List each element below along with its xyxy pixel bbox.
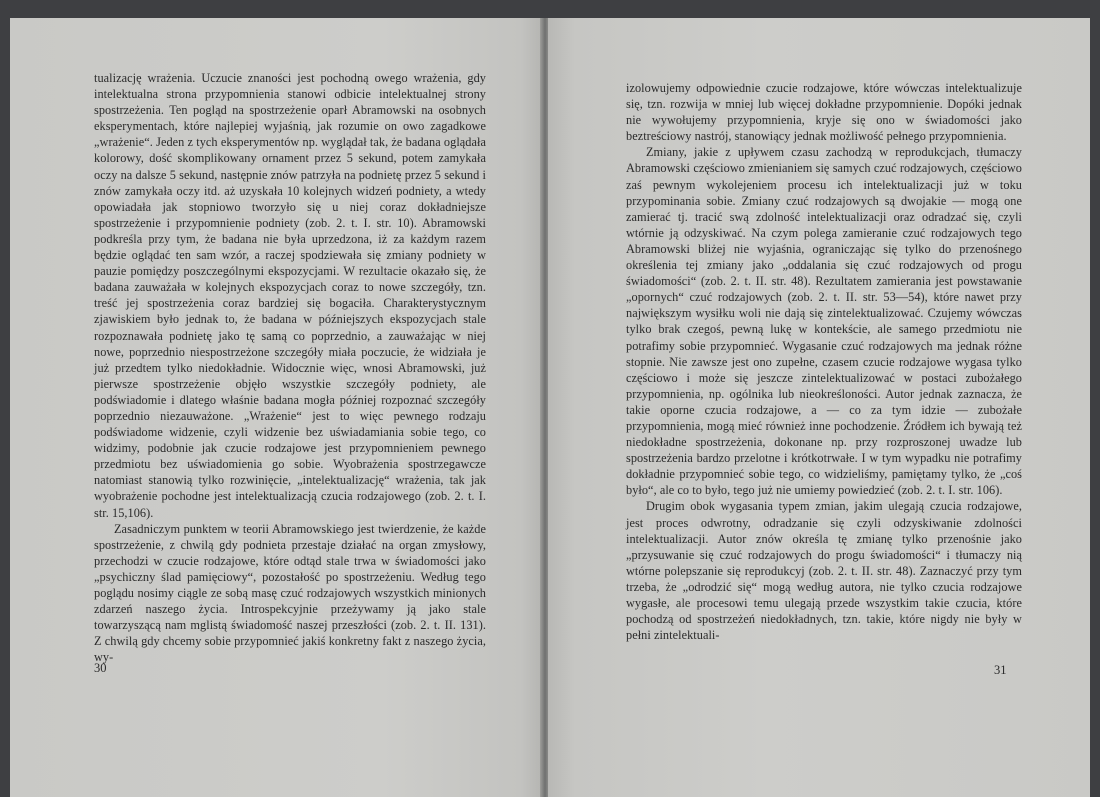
left-page [10, 18, 542, 797]
paragraph: Zmiany, jakie z upływem czasu zachodzą w reprodukcjach, tłumaczy Abramowski częściowo zmienianiem się samych czuć rodzajowych, częściowo zaś pewnym wykolejeniem procesu ich intelektualizacji już w toku przypominania sobie. Zmiany czuć rodzajowych są dwojakie — mogą one zamierać tj. tracić swą zdolność intelektualizacji oraz odradzać się, czyli wtórnie ją odzyskiwać. Na czym polega zamieranie czuć rodzajowych tego Abramowski bliżej nie wyjaśnia, ograniczając się tylko do przenośnego określenia tej zmiany jako „oddalania się czuć rodzajowych od progu świadomości“ (zob. 2. t. II. str. 48). Rezultatem zamierania jest powstawanie „opornych“ czuć rodzajowych (zob. 2. t. II. str. 53—54), które nawet przy największym wysiłku woli nie dają się zintelektualizować. Czujemy wówczas tylko brak czegoś, pewną lukę w kontekście, ale samego przedmiotu nie potrafimy sobie przypomnieć. Wygasanie czuć rodzajowych ma jednak różne stopnie. Nie zawsze jest ono zupełne, czasem czucie rodzajowe wygasa tylko częściowo i może się jeszcze zintelektualizować w postaci zubożałego przypomnienia, np. ogólnika lub nieokreśloności. Autor jednak zaznacza, że takie oporne czucia rodzajowe, a — co za tym idzie — zubożałe przypomnienia, mogą mieć również inne pochodzenie. Źródłem ich bywają też niedokładne spostrzeżenia, dokonane np. przy rozproszonej uwadze lub spostrzeżenia bardzo przelotne i krótkotrwałe. I w tym wypadku nie potrafimy dokładnie przypomnieć sobie tego, co widzieliśmy, pamiętamy tylko, że „coś było“, ale co to było, tego już nie umiemy powiedzieć (zob. 2. t. I. str. 106). [626, 145, 1022, 498]
paragraph: izolowujemy odpowiednie czucie rodzajowe, które wówczas intelektualizuje się, tzn. rozwija w mniej lub więcej dokładne przypomnienie. Dopóki jednak nie wywołujemy przypomnienia, kryje się ono w świadomości jako beztreściowy nastrój, stanowiący jednak możliwość pełnego przypomnienia. [626, 81, 1022, 144]
paragraph: tualizację wrażenia. Uczucie znaności jest pochodną owego wrażenia, gdy intelektualna strona przypomnienia stanowi odbicie intelektualnej strony spostrzeżenia. Ten pogląd na spostrzeżenie oparł Abramowski na osobnych eksperymentach, które najlepiej wyjaśnią, jak rozumie on owo zagadkowe „wrażenie“. Jeden z tych eksperymentów np. wyglądał tak, że badana oglądała kolorowy, dość skomplikowany ornament przez 5 sekund, potem zamykała oczy na dalsze 5 sekund, następnie znów patrzyła na podnietę przez 5 sekund i znów zamykała oczy itd. aż uzyskała 10 kolejnych widzeń podniety, a wtedy opowiadała jak stopniowo tworzyło się u niej coraz dokładniejsze spostrzeżenie i przypomnienie podniety (zob. 2. t. I. str. 10). Abramowski podkreśla przy tym, że badana nie była uprzedzona, iż za każdym razem będzie oglądać ten sam wzór, a raczej spodziewała się zmiany podniety w pauzie pomiędzy poszczególnymi ekspozycjami. W rezultacie okazało się, że badana zauważała w kolejnych ekspozycjach coraz to nowe szczegóły, tzn. treść jej spostrzeżenia coraz bardziej się bogaciła. Charakterystycznym zjawiskiem było jednak to, że badana w późniejszych ekspozycjach stale rozpoznawała podnietę jako tę samą co poprzednio, a zauważając w niej nowe, poprzednio niespostrzeżone szczegóły miała poczucie, że widziała je już przedtem tylko niedokładnie. Widocznie więc, wnosi Abramowski, już pierwsze spostrzeżenie objęło wszystkie szczegóły podniety, ale podświadomie i dlatego właśnie badana mogła później rozpoznać szczegóły poprzednio niezauważone. „Wrażenie“ jest to więc pewnego rodzaju podświadome widzenie, czyli widzenie bez uświadamiania sobie tego, co widzimy, podobnie jak czucie rodzajowe jest przypomnieniem pewnego przedmiotu bez uświadomienia go sobie. Wyobrażenia spostrzegawcze natomiast stanowią tylko rozwinięcie, „intelektualizację“ wrażenia, tak jak wyobrażenie pochodne jest intelektualizacją czucia rodzajowego (zob. 2. t. I. str. 15,106). [94, 71, 486, 520]
left-page-text [94, 70, 486, 665]
book-spread [10, 18, 1090, 797]
paragraph: Drugim obok wygasania typem zmian, jakim ulegają czucia rodzajowe, jest proces odwrotny, odradzanie się czyli odzyskiwanie zdolności intelektualizacji. Autor znów określa tę zmianę tylko przenośnie jako „przysuwanie się czuć rodzajowych do progu świadomości“ i tłumaczy nią wtórne polepszanie się reprodukcyj (zob. 2. t. II. str. 48). Zaznaczyć przy tym trzeba, że „odrodzić się“ mogą według autora, nie tylko czucia rodzajowe wygasłe, ale procesowi temu ulegają przede wszystkim takie czucia, które pochodzą od spostrzeżeń niedokładnych, tzn. takie, które nigdy nie były w pełni zintelektuali- [626, 499, 1022, 643]
right-page-text [626, 80, 1022, 643]
paragraph: Zasadniczym punktem w teorii Abramowskiego jest twierdzenie, że każde spostrzeżenie, z chwilą gdy podnieta przestaje działać na organ zmysłowy, przechodzi w czucie rodzajowe, które odtąd stale trwa w świadomości jako „psychiczny ślad pamięciowy“, pozostałość po spostrzeżeniu. Według tego poglądu nosimy ciągle ze sobą masę czuć rodzajowych wszystkich minionych zdarzeń naszego życia. Introspekcyjnie przeżywamy ją jako stale towarzyszącą nam mglistą świadomość naszej przeszłości (zob. 2. t. II. 131). Z chwilą gdy chcemy sobie przypomnieć jakiś konkretny fakt z naszego życia, wy- [94, 521, 486, 665]
page-number-left: 30 [94, 661, 107, 675]
page-number-right: 31 [994, 663, 1007, 677]
right-page [548, 18, 1090, 797]
